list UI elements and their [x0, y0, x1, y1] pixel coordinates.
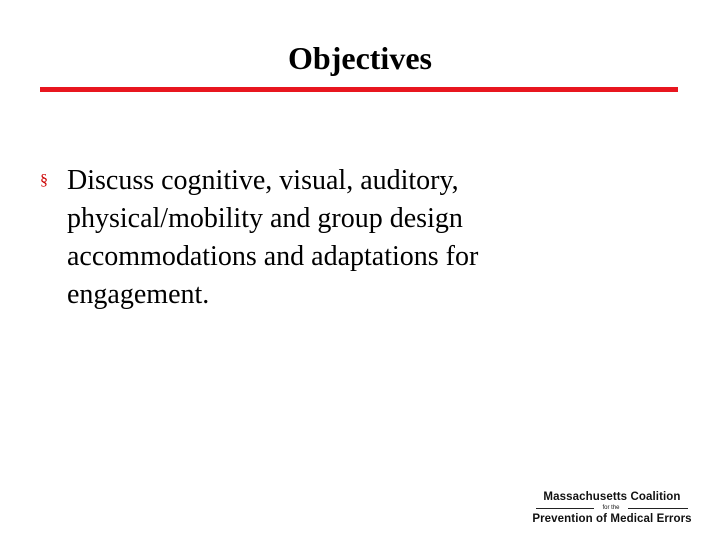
- logo-divider: [528, 504, 696, 513]
- organization-logo: [528, 491, 696, 527]
- slide-title: Objectives: [288, 40, 432, 76]
- bullet-text: Discuss cognitive, visual, auditory, physical/mobility and group design accommodations and adaptations for engagement.: [67, 165, 479, 310]
- logo-small-text: for the: [602, 505, 620, 511]
- logo-rule-left: [536, 508, 594, 509]
- bullet-item: [40, 162, 600, 314]
- logo-line-1: Massachusetts Coalition: [543, 491, 681, 503]
- title-divider: [40, 87, 678, 92]
- bullet-marker-icon: §: [40, 172, 48, 189]
- logo-rule-right: [628, 508, 688, 509]
- logo-line-2: Prevention of Medical Errors: [532, 513, 692, 525]
- bullet-list: [40, 162, 600, 314]
